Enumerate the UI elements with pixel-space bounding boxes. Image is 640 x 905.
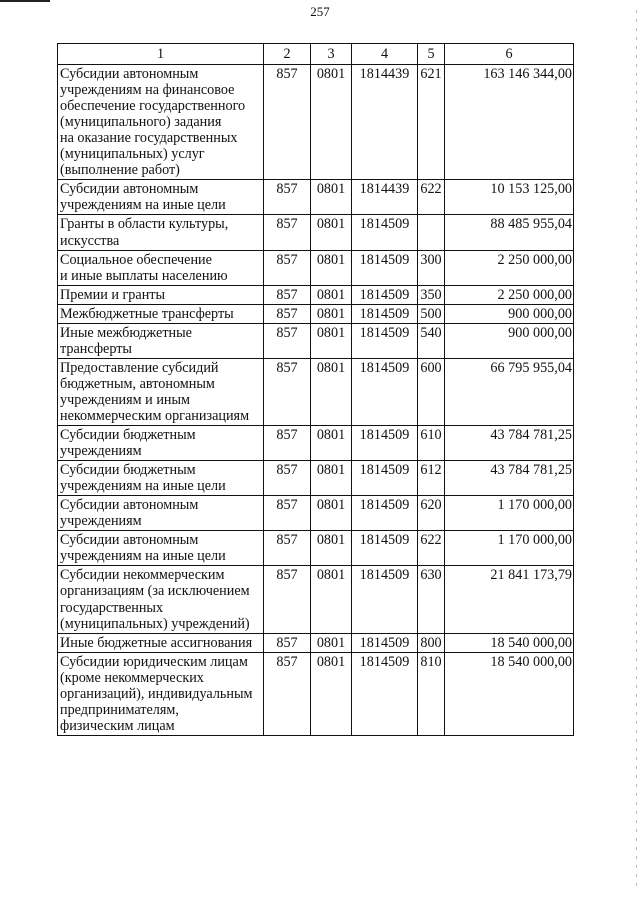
row-name-line: (выполнение работ)	[60, 162, 180, 179]
agency-code-cell: 857	[264, 652, 311, 735]
amount-cell: 18 540 000,00	[445, 652, 574, 735]
section-code-cell: 0801	[311, 180, 352, 215]
row-name-cell	[58, 304, 264, 323]
table-row	[58, 180, 574, 215]
header-cell: 5	[418, 44, 445, 65]
agency-code-cell: 857	[264, 285, 311, 304]
table-row	[58, 215, 574, 250]
header-cell: 2	[264, 44, 311, 65]
expense-type-cell: 600	[418, 358, 445, 425]
row-name-line: искусства	[60, 232, 120, 249]
row-name-line: (муниципальных) учреждений)	[60, 615, 250, 632]
target-article-cell: 1814509	[352, 304, 418, 323]
table-row	[58, 531, 574, 566]
row-name-line: Предоставление субсидий	[60, 359, 219, 376]
row-name-line: учреждениям на иные цели	[60, 197, 226, 214]
target-article-cell: 1814509	[352, 633, 418, 652]
agency-code-cell: 857	[264, 215, 311, 250]
row-name-line: Социальное обеспечение	[60, 251, 212, 268]
row-name-line: Субсидии автономным	[60, 497, 199, 514]
row-name-line: Иные бюджетные ассигнования	[60, 634, 253, 651]
amount-cell: 163 146 344,00	[445, 65, 574, 180]
table-row	[58, 250, 574, 285]
section-code-cell: 0801	[311, 65, 352, 180]
header-cell: 1	[58, 44, 264, 65]
section-code-cell: 0801	[311, 633, 352, 652]
row-name-cell	[58, 633, 264, 652]
row-name-cell	[58, 566, 264, 633]
row-name-cell	[58, 285, 264, 304]
target-article-cell: 1814509	[352, 250, 418, 285]
expense-type-cell: 612	[418, 461, 445, 496]
expense-type-cell: 610	[418, 426, 445, 461]
amount-cell: 900 000,00	[445, 323, 574, 358]
row-name-line: физическим лицам	[60, 717, 175, 734]
row-name-line: (кроме некоммерческих	[60, 669, 204, 686]
target-article-cell: 1814509	[352, 461, 418, 496]
section-code-cell: 0801	[311, 215, 352, 250]
amount-cell: 2 250 000,00	[445, 285, 574, 304]
agency-code-cell: 857	[264, 180, 311, 215]
table-row	[58, 566, 574, 633]
header-cell: 6	[445, 44, 574, 65]
target-article-cell: 1814439	[352, 65, 418, 180]
section-code-cell: 0801	[311, 250, 352, 285]
table-header-row	[58, 44, 574, 65]
table-row	[58, 652, 574, 735]
row-name-line: организациям (за исключением	[60, 583, 250, 600]
amount-cell: 10 153 125,00	[445, 180, 574, 215]
table-row	[58, 285, 574, 304]
row-name-line: бюджетным, автономным	[60, 375, 215, 392]
row-name-line: Субсидии юридическим лицам	[60, 653, 248, 670]
row-name-line: Субсидии автономным	[60, 181, 199, 198]
target-article-cell: 1814509	[352, 426, 418, 461]
row-name-line: Гранты в области культуры,	[60, 216, 229, 233]
section-code-cell: 0801	[311, 285, 352, 304]
expense-type-cell: 500	[418, 304, 445, 323]
row-name-cell	[58, 65, 264, 180]
row-name-line: государственных	[60, 599, 164, 616]
target-article-cell: 1814509	[352, 358, 418, 425]
agency-code-cell: 857	[264, 496, 311, 531]
row-name-cell	[58, 180, 264, 215]
row-name-cell	[58, 496, 264, 531]
table-row	[58, 65, 574, 180]
agency-code-cell: 857	[264, 358, 311, 425]
section-code-cell: 0801	[311, 531, 352, 566]
scan-edge-line	[0, 0, 50, 2]
table-row	[58, 633, 574, 652]
row-name-cell	[58, 426, 264, 461]
row-name-cell	[58, 358, 264, 425]
expense-type-cell: 810	[418, 652, 445, 735]
expense-type-cell: 350	[418, 285, 445, 304]
section-code-cell: 0801	[311, 358, 352, 425]
amount-cell: 900 000,00	[445, 304, 574, 323]
expense-type-cell: 622	[418, 180, 445, 215]
amount-cell: 18 540 000,00	[445, 633, 574, 652]
target-article-cell: 1814509	[352, 566, 418, 633]
row-name-line: Межбюджетные трансферты	[60, 305, 234, 322]
row-name-line: Субсидии бюджетным	[60, 462, 196, 479]
row-name-line: (муниципальных) услуг	[60, 146, 205, 163]
row-name-cell	[58, 250, 264, 285]
table-row	[58, 358, 574, 425]
table-row	[58, 496, 574, 531]
scan-edge-mark	[636, 10, 637, 890]
row-name-line: Субсидии бюджетным	[60, 427, 196, 444]
target-article-cell: 1814509	[352, 531, 418, 566]
row-name-cell	[58, 531, 264, 566]
section-code-cell: 0801	[311, 652, 352, 735]
row-name-cell	[58, 215, 264, 250]
amount-cell: 21 841 173,79	[445, 566, 574, 633]
row-name-line: организаций), индивидуальным	[60, 685, 253, 702]
expense-type-cell: 622	[418, 531, 445, 566]
agency-code-cell: 857	[264, 566, 311, 633]
page-number: 257	[310, 4, 330, 19]
table-row	[58, 304, 574, 323]
budget-table	[57, 43, 574, 736]
agency-code-cell: 857	[264, 304, 311, 323]
row-name-line: Премии и гранты	[60, 286, 166, 303]
amount-cell: 1 170 000,00	[445, 531, 574, 566]
row-name-line: и иные выплаты населению	[60, 267, 228, 284]
target-article-cell: 1814509	[352, 215, 418, 250]
section-code-cell: 0801	[311, 426, 352, 461]
row-name-line: обеспечение государственного	[60, 98, 246, 115]
target-article-cell: 1814509	[352, 285, 418, 304]
target-article-cell: 1814509	[352, 496, 418, 531]
row-name-cell	[58, 461, 264, 496]
table-row	[58, 426, 574, 461]
section-code-cell: 0801	[311, 304, 352, 323]
row-name-line: Субсидии автономным	[60, 532, 199, 549]
header-cell: 3	[311, 44, 352, 65]
agency-code-cell: 857	[264, 633, 311, 652]
target-article-cell: 1814439	[352, 180, 418, 215]
row-name-line: учреждениям на иные цели	[60, 478, 226, 495]
agency-code-cell: 857	[264, 323, 311, 358]
expense-type-cell: 300	[418, 250, 445, 285]
header-cell: 4	[352, 44, 418, 65]
section-code-cell: 0801	[311, 496, 352, 531]
agency-code-cell: 857	[264, 65, 311, 180]
row-name-line: предпринимателям,	[60, 701, 179, 718]
row-name-cell	[58, 652, 264, 735]
target-article-cell: 1814509	[352, 652, 418, 735]
row-name-line: Иные межбюджетные	[60, 324, 192, 341]
row-name-line: некоммерческим организациям	[60, 407, 250, 424]
amount-cell: 43 784 781,25	[445, 426, 574, 461]
row-name-cell	[58, 323, 264, 358]
section-code-cell: 0801	[311, 461, 352, 496]
section-code-cell: 0801	[311, 323, 352, 358]
row-name-line: учреждениям на финансовое	[60, 82, 235, 99]
row-name-line: учреждениям и иным	[60, 391, 191, 408]
agency-code-cell: 857	[264, 426, 311, 461]
amount-cell: 43 784 781,25	[445, 461, 574, 496]
expense-type-cell: 620	[418, 496, 445, 531]
row-name-line: (муниципального) задания	[60, 114, 222, 131]
agency-code-cell: 857	[264, 531, 311, 566]
expense-type-cell	[418, 215, 445, 250]
row-name-line: учреждениям	[60, 443, 142, 460]
row-name-line: учреждениям	[60, 513, 142, 530]
expense-type-cell: 540	[418, 323, 445, 358]
row-name-line: Субсидии автономным	[60, 66, 199, 83]
agency-code-cell: 857	[264, 250, 311, 285]
expense-type-cell: 630	[418, 566, 445, 633]
section-code-cell: 0801	[311, 566, 352, 633]
amount-cell: 66 795 955,04	[445, 358, 574, 425]
row-name-line: учреждениям на иные цели	[60, 548, 226, 565]
expense-type-cell: 800	[418, 633, 445, 652]
expense-type-cell: 621	[418, 65, 445, 180]
target-article-cell: 1814509	[352, 323, 418, 358]
row-name-line: Субсидии некоммерческим	[60, 567, 225, 584]
amount-cell: 1 170 000,00	[445, 496, 574, 531]
row-name-line: на оказание государственных	[60, 130, 238, 147]
table-row	[58, 461, 574, 496]
amount-cell: 2 250 000,00	[445, 250, 574, 285]
agency-code-cell: 857	[264, 461, 311, 496]
row-name-line: трансферты	[60, 340, 132, 357]
amount-cell: 88 485 955,04	[445, 215, 574, 250]
table-row	[58, 323, 574, 358]
